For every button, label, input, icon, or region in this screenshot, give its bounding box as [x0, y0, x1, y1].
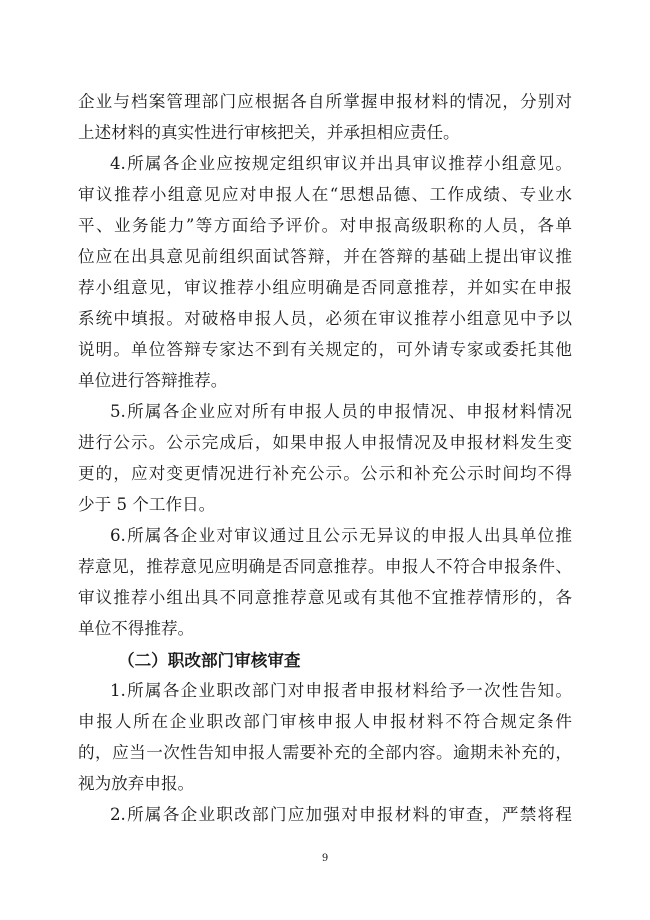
text-line: 说明。单位答辩专家达不到有关规定的，可外请专家或委托其他	[78, 340, 572, 359]
text-line: 荐意见，推荐意见应明确是否同意推荐。申报人不符合申报条件、	[78, 557, 572, 576]
text-line: 审议推荐小组出具不同意推荐意见或有其他不宜推荐情形的，各	[78, 588, 572, 607]
text-line: 平、业务能力”等方面给予评价。对申报高级职称的人员，各单	[78, 216, 572, 235]
paragraph-start-4: 4.所属各企业应按规定组织审议并出具审议推荐小组意见。	[110, 154, 572, 173]
text-line: 企业与档案管理部门应根据各自所掌握申报材料的情况，分别对	[78, 92, 572, 111]
text-line: 荐小组意见，审议推荐小组应明确是否同意推荐，并如实在申报	[78, 278, 572, 297]
text-line: 的，应当一次性告知申报人需要补充的全部内容。逾期未补充的，	[78, 743, 572, 762]
text-line: 位应在出具意见前组织面试答辩，并在答辩的基础上提出审议推	[78, 247, 572, 266]
paragraph-start-1: 1.所属各企业职改部门对申报者申报材料给予一次性告知。	[110, 681, 572, 700]
text-line: 更的，应对变更情况进行补充公示。公示和补充公示时间均不得	[78, 464, 572, 483]
text-line: 视为放弃申报。	[78, 774, 195, 793]
text-line: 审议推荐小组意见应对申报人在“思想品德、工作成绩、专业水	[78, 185, 572, 204]
section-heading: （二）职改部门审核审查	[118, 650, 301, 670]
text-line: 少于 5 个工作日。	[78, 495, 216, 514]
text-line: 上述材料的真实性进行审核把关，并承担相应责任。	[78, 123, 460, 142]
text-line: 单位进行答辩推荐。	[78, 371, 228, 390]
text-line: 申报人所在企业职改部门审核申报人申报材料不符合规定条件	[78, 712, 572, 731]
text-line: 进行公示。公示完成后，如果申报人申报情况及申报材料发生变	[78, 433, 572, 452]
page-number: 9	[321, 853, 329, 864]
paragraph-start-6: 6.所属各企业对审议通过且公示无异议的申报人出具单位推	[110, 526, 572, 545]
text-line: 系统中填报。对破格申报人员，必须在审议推荐小组意见中予以	[78, 309, 572, 328]
paragraph-start-2: 2.所属各企业职改部门应加强对申报材料的审查，严禁将程	[110, 805, 572, 824]
text-line: 单位不得推荐。	[78, 619, 195, 638]
paragraph-start-5: 5.所属各企业应对所有申报人员的申报情况、申报材料情况	[110, 402, 572, 421]
